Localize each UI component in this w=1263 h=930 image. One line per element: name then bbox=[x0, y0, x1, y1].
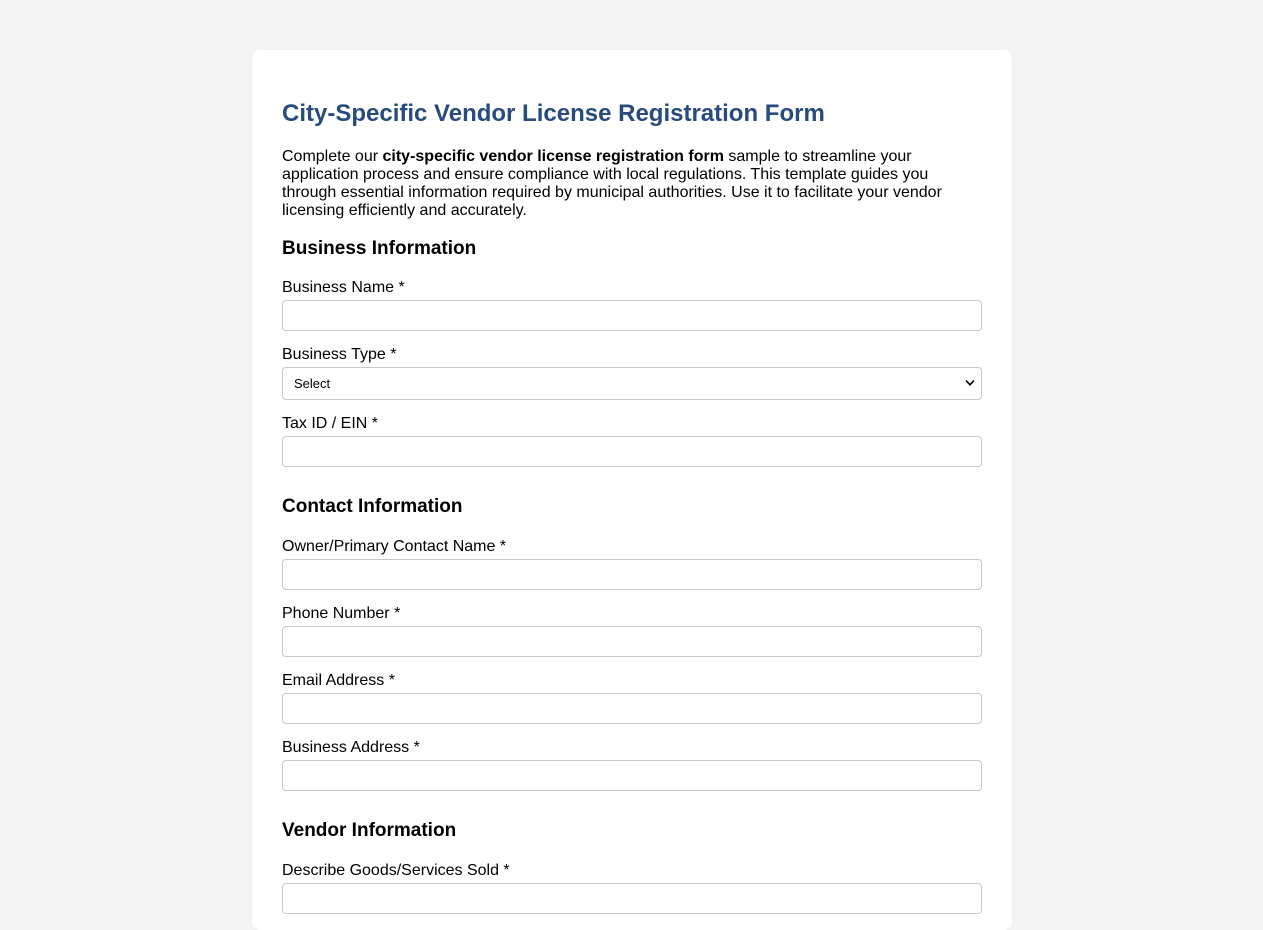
phone-number-label: Phone Number * bbox=[282, 605, 401, 622]
business-information-heading: Business Information bbox=[282, 238, 477, 259]
goods-services-label: Describe Goods/Services Sold * bbox=[282, 862, 510, 879]
owner-name-input[interactable] bbox=[282, 559, 982, 590]
intro-paragraph bbox=[282, 148, 982, 220]
business-address-label: Business Address * bbox=[282, 739, 420, 756]
owner-name-label: Owner/Primary Contact Name * bbox=[282, 538, 507, 555]
contact-information-heading: Contact Information bbox=[282, 496, 463, 517]
business-type-select[interactable] bbox=[282, 367, 982, 400]
tax-id-input[interactable] bbox=[282, 436, 982, 467]
chevron-down-icon bbox=[965, 378, 975, 388]
intro-suffix: sample to streamline your application process and ensure compliance with local regulations. This template guides you through essential information required by municipal authorities. Use it to facilitate your vendor licensing efficiently and accurately. bbox=[282, 148, 942, 219]
intro-prefix: Complete our bbox=[282, 148, 383, 165]
vendor-information-heading: Vendor Information bbox=[282, 820, 457, 841]
business-type-label: Business Type * bbox=[282, 346, 397, 363]
tax-id-label: Tax ID / EIN * bbox=[282, 415, 379, 432]
email-address-label: Email Address * bbox=[282, 672, 395, 689]
intro-bold: city-specific vendor license registration form bbox=[382, 148, 724, 165]
form-card bbox=[252, 50, 1012, 930]
goods-services-input[interactable] bbox=[282, 883, 982, 914]
email-address-input[interactable] bbox=[282, 693, 982, 724]
business-name-input[interactable] bbox=[282, 300, 982, 331]
page-title: City-Specific Vendor License Registration Form bbox=[282, 100, 825, 127]
business-type-selected-value: Select bbox=[294, 376, 331, 391]
business-address-input[interactable] bbox=[282, 760, 982, 791]
business-name-label: Business Name * bbox=[282, 279, 405, 296]
phone-number-input[interactable] bbox=[282, 626, 982, 657]
